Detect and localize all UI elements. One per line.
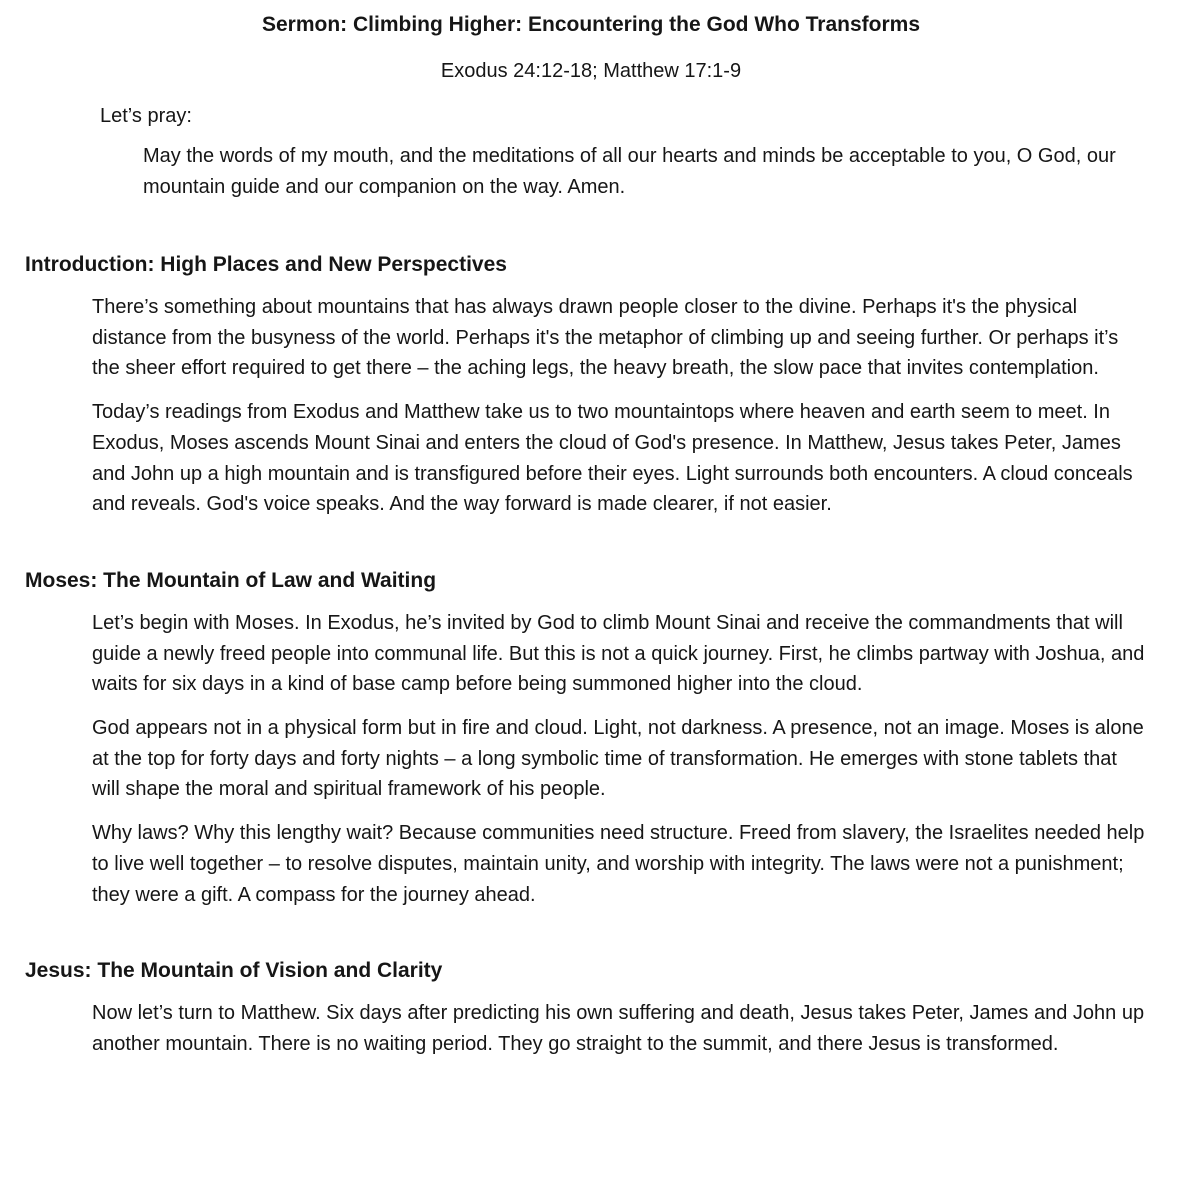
section-jesus: [0, 957, 1182, 1059]
prayer-text: May the words of my mouth, and the meditations of all our hearts and minds be acceptable to you, O God, our mountain guide and our companion on the way. Amen.: [143, 145, 1116, 198]
scripture-reference: Exodus 24:12-18; Matthew 17:1-9: [440, 60, 742, 82]
sermon-paragraph: There’s something about mountains that has always drawn people closer to the divine. Perhaps it's the physical distance from the busyness of the world. Perhaps it's the metaphor of climbing up and seeing further. Or perhaps it’s the sheer effort required to get there – the aching legs, the heavy breath, the slow pace that invites contemplation.: [92, 296, 1119, 380]
section-heading-moses: Moses: The Mountain of Law and Waiting: [25, 568, 437, 592]
sermon-paragraph: God appears not in a physical form but in fire and cloud. Light, not darkness. A presence, not an image. Moses is alone at the top for forty days and forty nights – a long symbolic time of transformation. He emerges with stone tablets that will shape the moral and spiritual framework of his people.: [92, 717, 1144, 801]
sermon-paragraph: Now let’s turn to Matthew. Six days after predicting his own suffering and death, Jesus takes Peter, James and John up another mountain. There is no waiting period. They go straight to the summit, and there Jesus is transformed.: [92, 1002, 1145, 1055]
sermon-paragraph: Why laws? Why this lengthy wait? Because communities need structure. Freed from slavery, the Israelites needed help to live well together – to resolve disputes, maintain unity, and worship with integrity. The laws were not a punishment; they were a gift. A compass for the journey ahead.: [92, 822, 1145, 906]
prayer-intro: Let’s pray:: [100, 105, 192, 127]
section-introduction: [0, 251, 1182, 520]
document-title: Sermon: Climbing Higher: Encountering the God Who Transforms: [261, 13, 920, 36]
sermon-paragraph: Let’s begin with Moses. In Exodus, he’s invited by God to climb Mount Sinai and receive the commandments that will guide a newly freed people into communal life. But this is not a quick journey. First, he climbs partway with Joshua, and waits for six days in a kind of base camp before being summoned higher into the cloud.: [92, 611, 1145, 696]
sermon-paragraph: Today’s readings from Exodus and Matthew take us to two mountaintops where heaven and earth seem to meet. In Exodus, Moses ascends Mount Sinai and enters the cloud of God's presence. In Matthew, Jesus takes Peter, James and John up a high mountain and is transfigured before their eyes. Light surrounds both encounters. A cloud conceals and reveals. God's voice speaks. And the way forward is made clearer, if not easier.: [92, 401, 1133, 516]
section-heading-jesus: Jesus: The Mountain of Vision and Clarity: [25, 959, 443, 983]
section-heading-introduction: Introduction: High Places and New Perspectives: [25, 253, 507, 276]
section-moses: [0, 567, 1182, 910]
